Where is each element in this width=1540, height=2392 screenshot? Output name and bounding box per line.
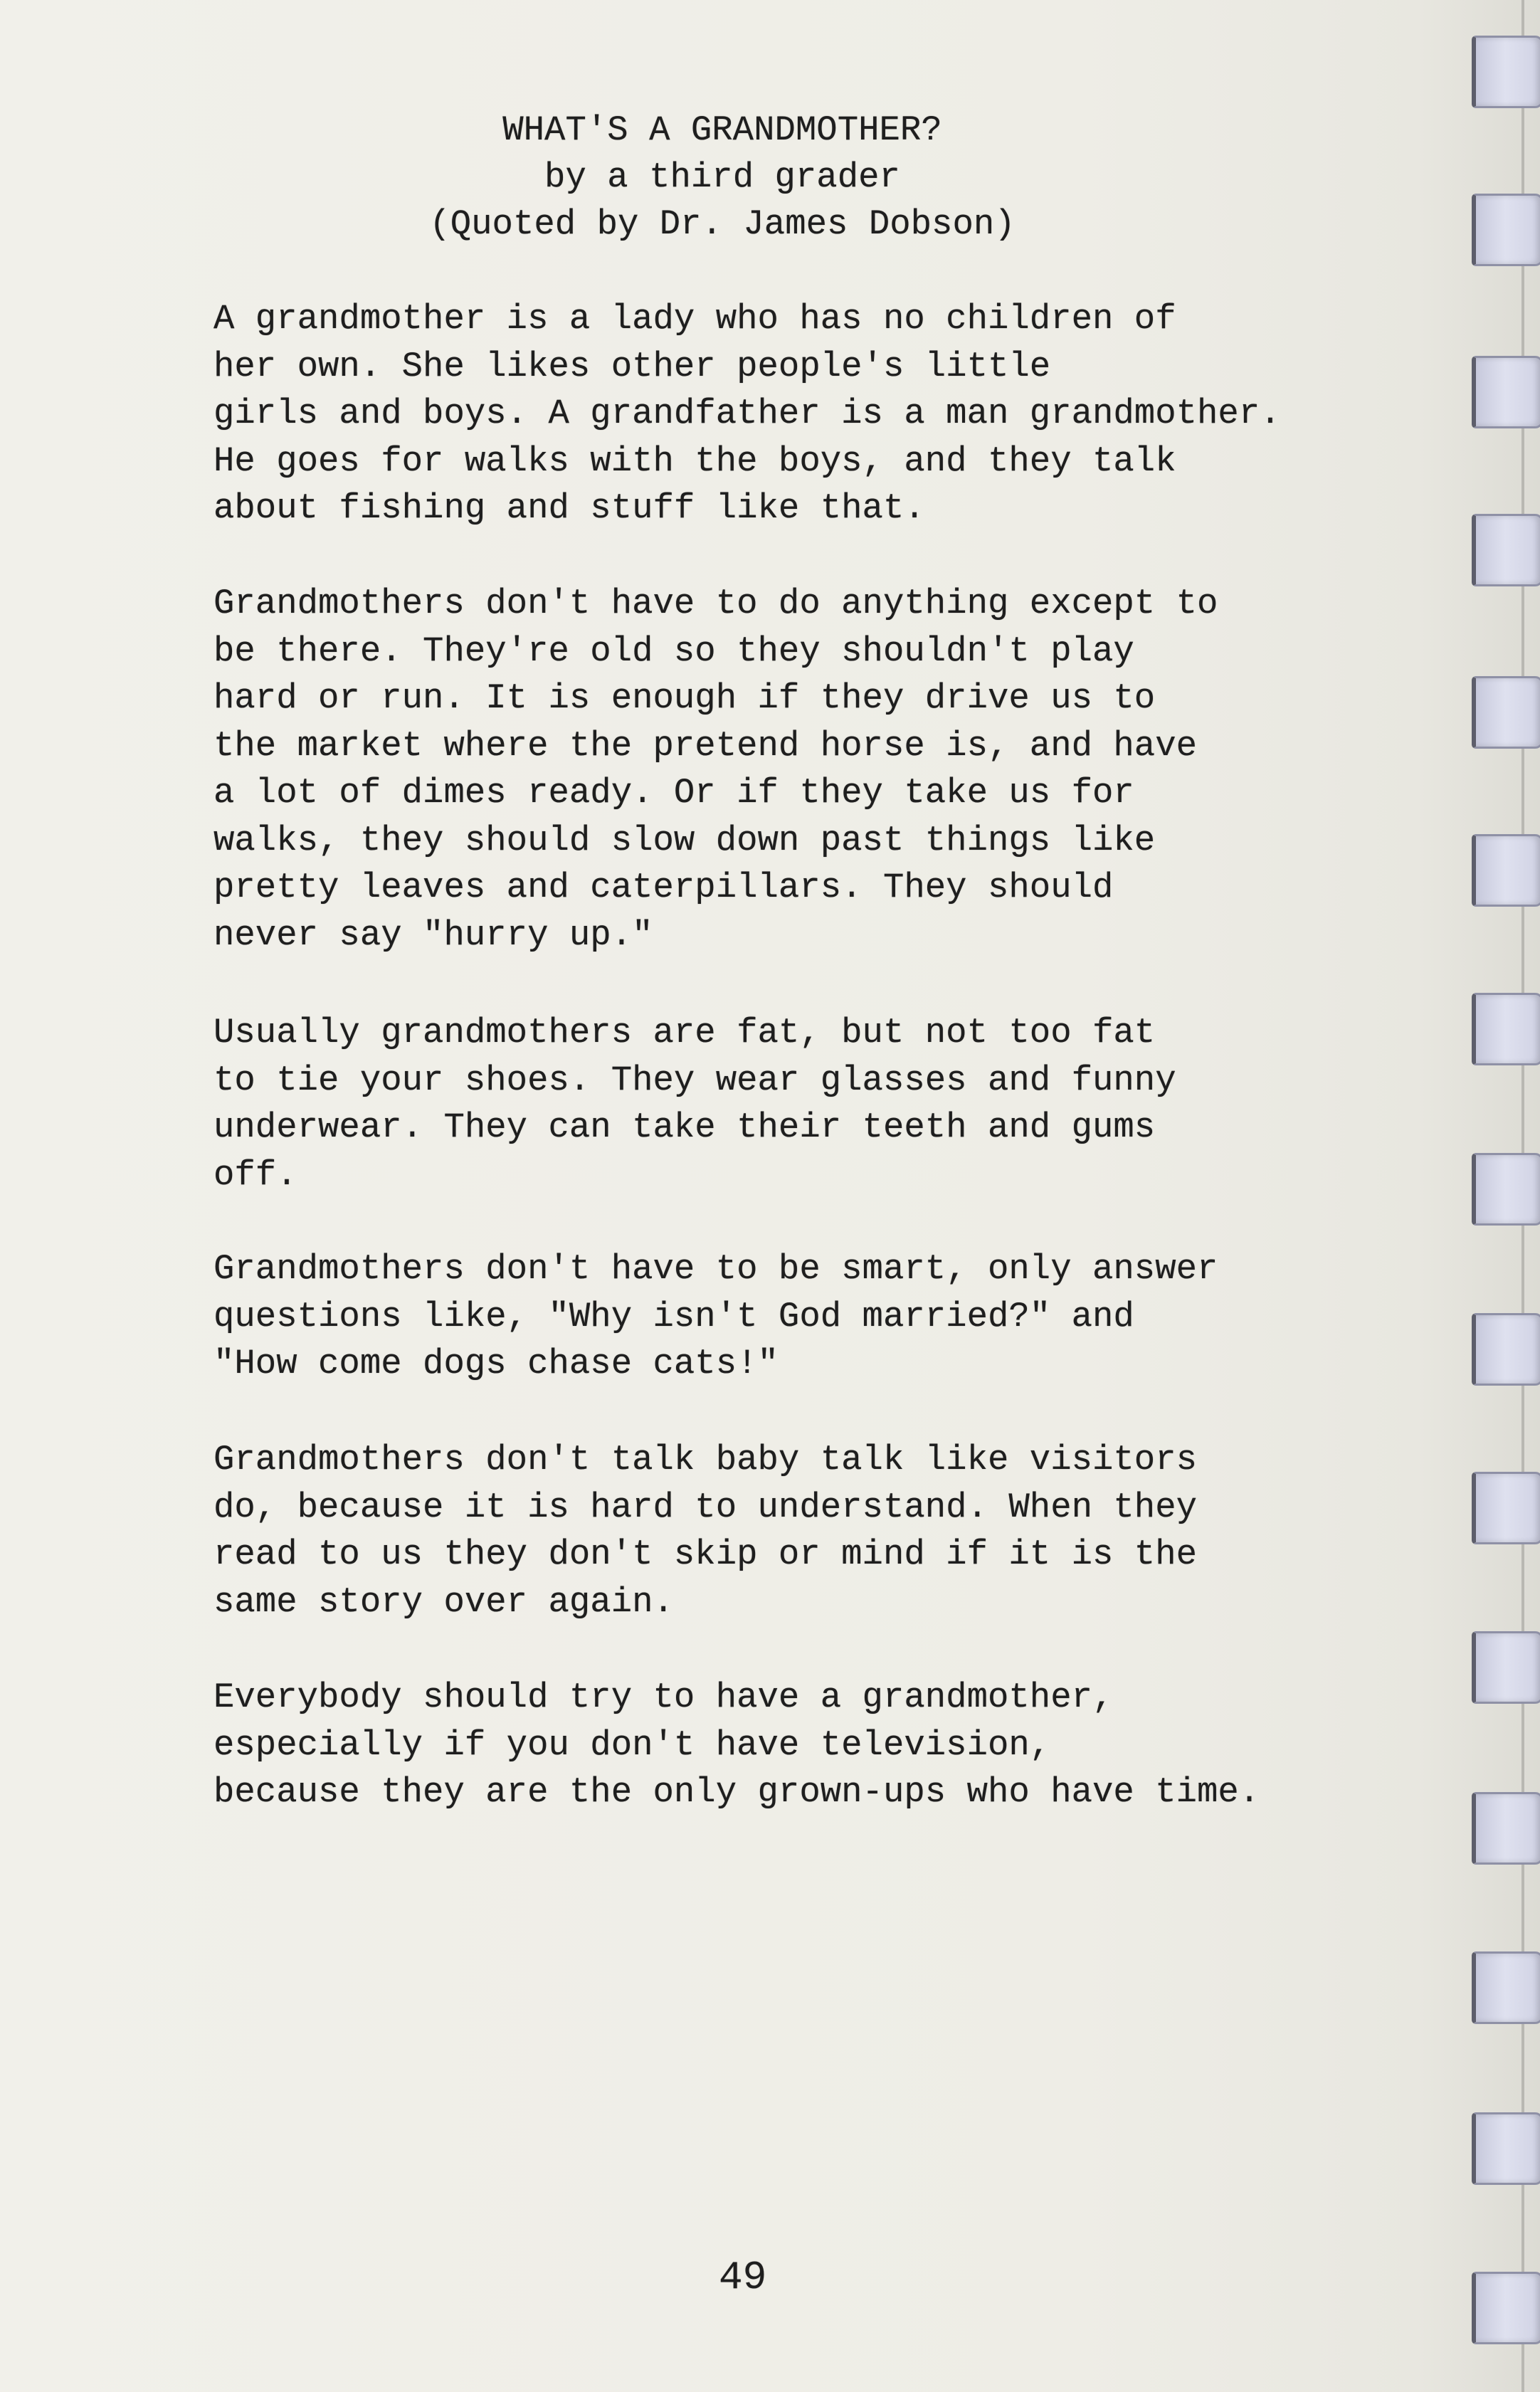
binding-ring xyxy=(1472,2272,1540,2344)
text-line: her own. She likes other people's little xyxy=(213,346,1051,386)
binding-ring xyxy=(1472,1792,1540,1865)
text-line: Grandmothers don't have to be smart, only answer xyxy=(213,1249,1218,1289)
text-line: never say "hurry up." xyxy=(213,915,653,955)
text-line: Everybody should try to have a grandmother, xyxy=(213,1677,1114,1717)
text-line: to tie your shoes. They wear glasses and funny xyxy=(213,1060,1176,1100)
binding-ring xyxy=(1472,2112,1540,2185)
text-line: walks, they should slow down past things like xyxy=(213,820,1156,860)
text-line: questions like, "Why isn't God married?" and xyxy=(213,1296,1134,1337)
binding-ring xyxy=(1472,834,1540,907)
paragraph xyxy=(213,1245,1452,1388)
binding-ring xyxy=(1472,1472,1540,1544)
text-line: A grandmother is a lady who has no children of xyxy=(213,299,1176,339)
text-line: same story over again. xyxy=(213,1581,674,1622)
heading-byline: by a third grader xyxy=(544,157,900,197)
text-line: off. xyxy=(213,1154,297,1195)
binding-ring xyxy=(1472,194,1540,266)
heading-title: WHAT'S A GRANDMOTHER? xyxy=(502,110,942,150)
heading-attribution: (Quoted by Dr. James Dobson) xyxy=(429,204,1016,244)
text-line: do, because it is hard to understand. When they xyxy=(213,1487,1198,1527)
text-line: read to us they don't skip or mind if it is the xyxy=(213,1534,1198,1574)
binding-ring xyxy=(1472,36,1540,108)
binding-ring xyxy=(1472,1153,1540,1226)
binding-ring xyxy=(1472,993,1540,1065)
text-line: Grandmothers don't have to do anything except to xyxy=(213,584,1218,623)
comb-binding xyxy=(1466,0,1540,2392)
page-number: 49 xyxy=(719,2255,767,2300)
paragraph xyxy=(213,580,1452,959)
text-line: pretty leaves and caterpillars. They should xyxy=(213,868,1114,907)
text-line: Usually grandmothers are fat, but not too fat xyxy=(213,1013,1156,1053)
binding-ring xyxy=(1472,1951,1540,2024)
text-line: He goes for walks with the boys, and they talk xyxy=(213,441,1176,481)
binding-ring xyxy=(1472,1631,1540,1704)
paragraph xyxy=(213,1009,1452,1198)
binding-ring xyxy=(1472,1313,1540,1386)
text-line: be there. They're old so they shouldn't play xyxy=(213,631,1134,671)
paragraph xyxy=(213,1436,1452,1626)
paragraph xyxy=(213,1674,1452,1816)
text-line: the market where the pretend horse is, and have xyxy=(213,725,1198,766)
text-line: a lot of dimes ready. Or if they take us for xyxy=(213,773,1134,813)
text-line: hard or run. It is enough if they drive us to xyxy=(213,678,1156,718)
binding-ring xyxy=(1472,356,1540,428)
text-line: because they are the only grown-ups who have time. xyxy=(213,1772,1260,1812)
text-line: girls and boys. A grandfather is a man grandmother. xyxy=(213,394,1281,433)
page-heading xyxy=(377,107,1067,248)
text-line: about fishing and stuff like that. xyxy=(213,488,925,528)
binding-ring xyxy=(1472,514,1540,586)
paragraph xyxy=(213,295,1452,532)
text-line: "How come dogs chase cats!" xyxy=(213,1344,779,1384)
text-line: especially if you don't have television, xyxy=(213,1724,1051,1765)
binding-ring xyxy=(1472,676,1540,749)
text-line: Grandmothers don't talk baby talk like visitors xyxy=(213,1440,1198,1480)
text-line: underwear. They can take their teeth and gums xyxy=(213,1107,1156,1147)
